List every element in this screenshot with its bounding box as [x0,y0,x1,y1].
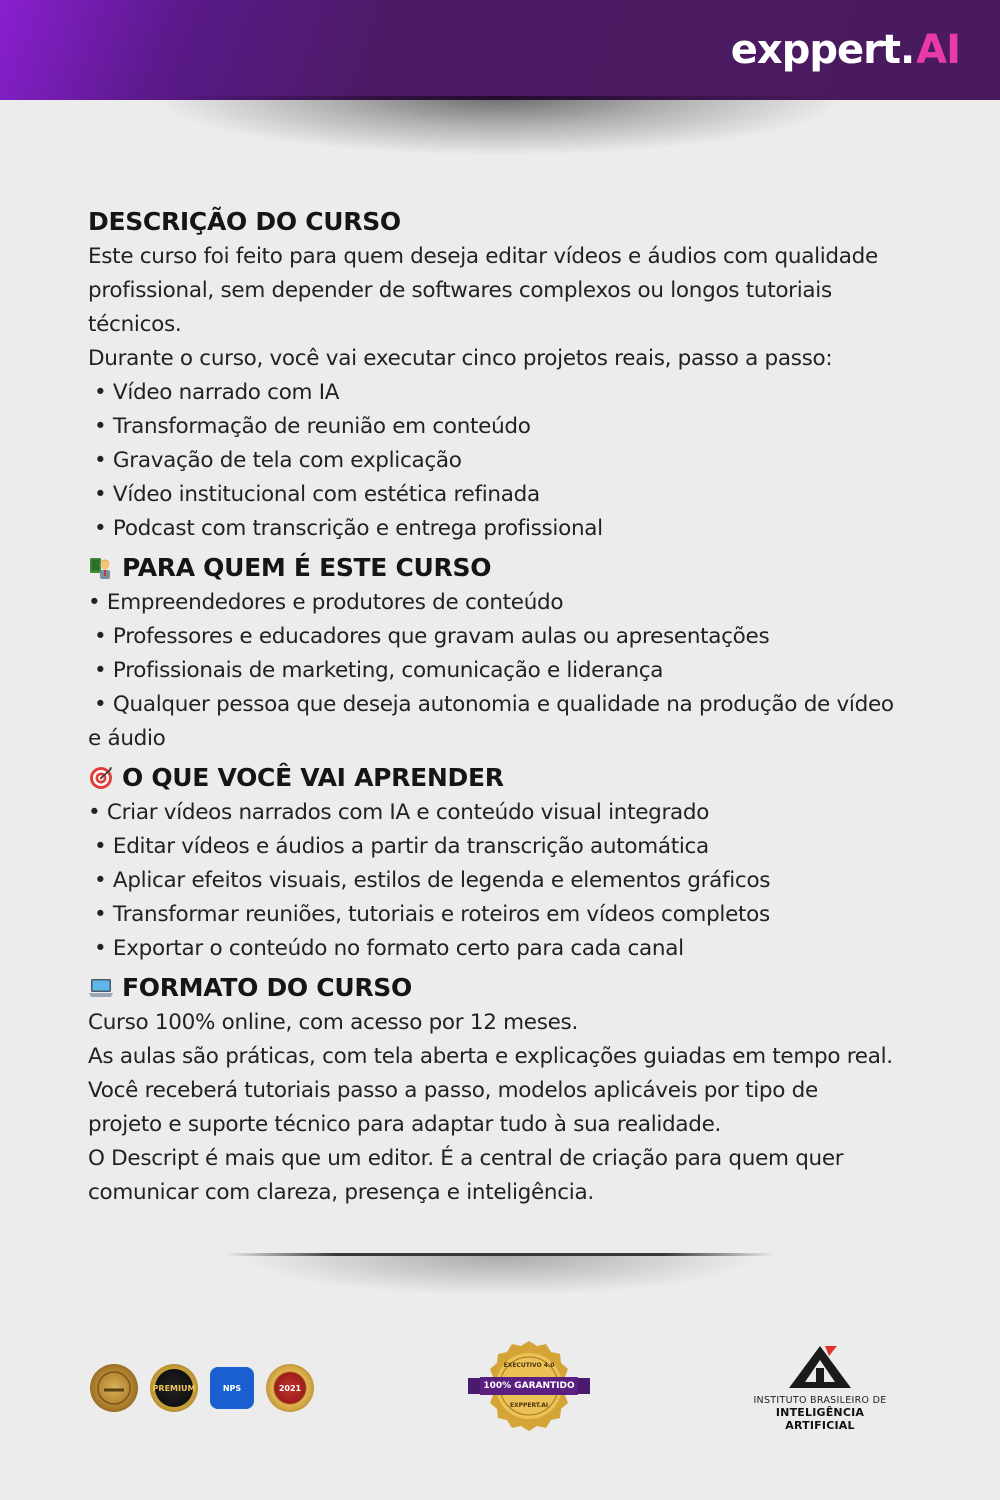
list-item: • Gravação de tela com explicação [94,448,462,473]
institute-line1: INSTITUTO BRASILEIRO DE [753,1395,887,1406]
guarantee-seal [468,1340,590,1432]
section-heading: FORMATO DO CURSO [88,970,918,1006]
section-description [88,204,918,546]
text-line: técnicos. [88,312,182,337]
section-audience [88,550,918,756]
text-line: As aulas são práticas, com tela aberta e explicações guiadas em tempo real. [88,1044,893,1069]
text-line: O Descript é mais que um editor. É a central de criação para quem quer [88,1146,844,1171]
list-item: • Profissionais de marketing, comunicação e liderança [94,658,664,683]
list-item: • Empreendedores e produtores de conteúdo [88,590,564,615]
text-line: e áudio [88,726,166,751]
award-badge: 2021 [266,1364,314,1412]
section-heading: PARA QUEM É ESTE CURSO [88,550,918,586]
list-item: • Criar vídeos narrados com IA e conteúdo visual integrado [88,800,710,825]
list-item: • Qualquer pessoa que deseja autonomia e qualidade na produção de vídeo [94,692,894,717]
text-line: profissional, sem depender de softwares complexos ou longos tutoriais [88,278,832,303]
seal-ribbon-text: 100% GARANTIDO [483,1381,575,1391]
text-line: Curso 100% online, com acesso por 12 meses. [88,1010,578,1035]
text-line: Você receberá tutoriais passo a passo, modelos aplicáveis por tipo de [88,1078,818,1103]
seal-bottom-text: EXPPERT.AI [509,1402,549,1409]
list-item: • Exportar o conteúdo no formato certo para cada canal [94,936,684,961]
section-learning [88,760,918,966]
list-item: • Editar vídeos e áudios a partir da transcrição automática [94,834,709,859]
laptop-icon [88,977,114,999]
institute-emblem-icon [785,1344,855,1390]
premium-badge: PREMIUM [150,1364,198,1412]
list-item: • Vídeo institucional com estética refinada [94,482,540,507]
brand-logo[interactable] [731,22,960,78]
header-shadow [150,96,850,156]
list-item: • Professores e educadores que gravam aulas ou apresentações [94,624,770,649]
teacher-icon [88,556,114,580]
header-bar [0,0,1000,100]
section-format [88,970,918,1210]
list-item: • Transformar reuniões, tutoriais e roteiros em vídeos completos [94,902,770,927]
course-content [88,200,918,1210]
institute-line2: INTELIGÊNCIA ARTIFICIAL [775,1406,865,1432]
list-item: • Vídeo narrado com IA [94,380,340,405]
text-line: Este curso foi feito para quem deseja editar vídeos e áudios com qualidade [88,244,878,269]
section-heading: O QUE VOCÊ VAI APRENDER [88,760,918,796]
nps-badge: NPS [210,1367,254,1409]
target-icon [88,766,114,790]
list-item: • Aplicar efeitos visuais, estilos de legenda e elementos gráficos [94,868,771,893]
quality-badges [90,1364,314,1412]
quality-seal-badge [90,1364,138,1412]
divider-shadow [240,1256,760,1296]
logo-text: exppert. [730,27,915,73]
list-item: • Transformação de reunião em conteúdo [94,414,531,439]
text-line: projeto e suporte técnico para adaptar tudo à sua realidade. [88,1112,722,1137]
text-line: Durante o curso, você vai executar cinco projetos reais, passo a passo: [88,346,833,371]
institute-logo [740,1344,900,1432]
seal-top-text: EXECUTIVO 4.0 [503,1362,555,1369]
list-item: • Podcast com transcrição e entrega profissional [94,516,603,541]
logo-ai: AI [916,27,960,73]
text-line: comunicar com clareza, presença e inteligência. [88,1180,594,1205]
section-heading: DESCRIÇÃO DO CURSO [88,207,401,236]
